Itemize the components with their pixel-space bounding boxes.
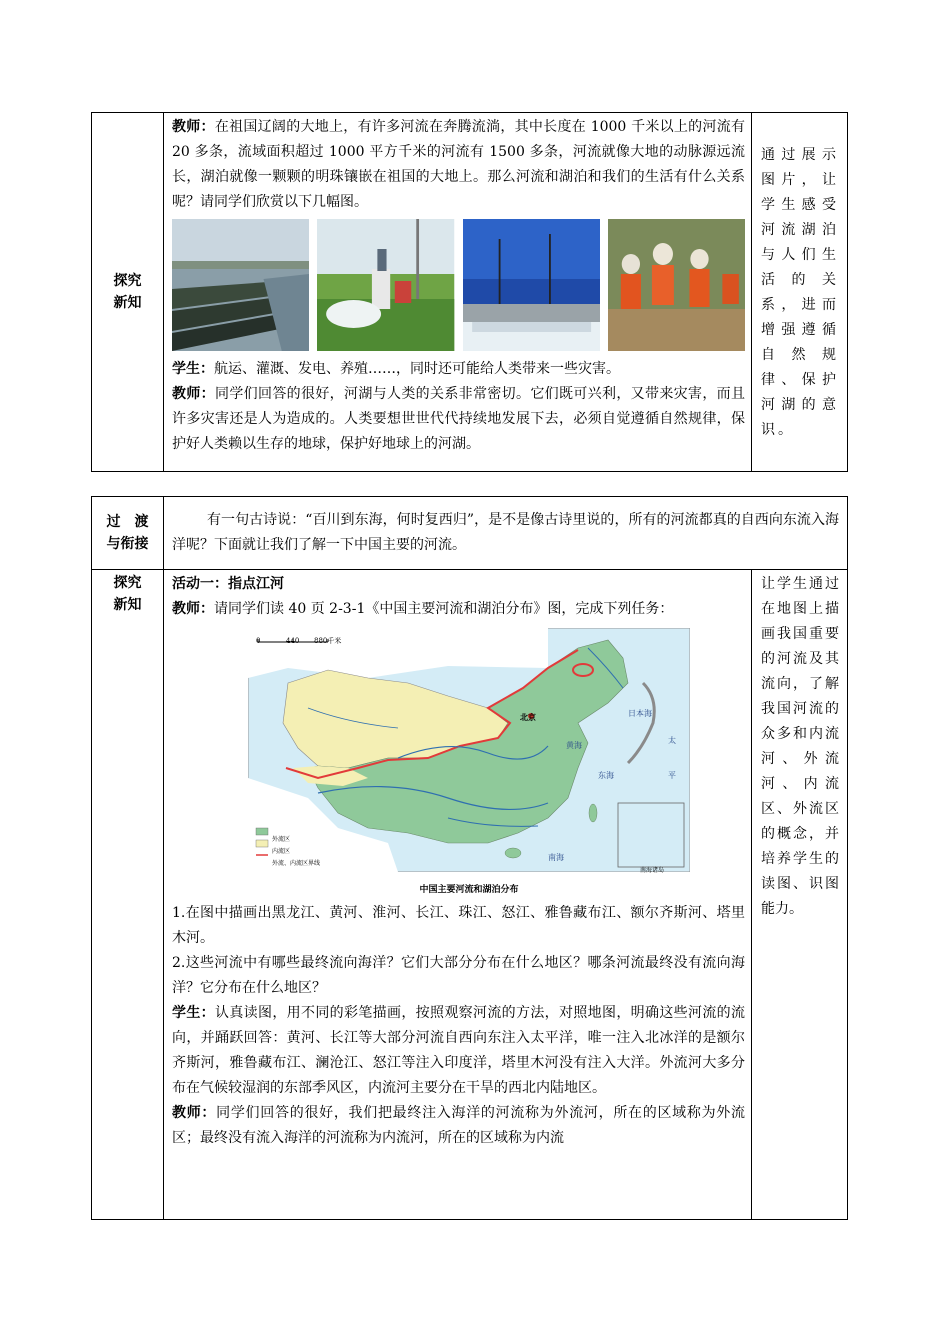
flood-rescue-photo — [608, 219, 745, 351]
map-label-south-sea: 南海 — [548, 853, 564, 862]
map-scale-880: 880千米 — [314, 637, 342, 645]
legend-exterior: 外流区 — [272, 836, 291, 843]
map-label-japan-sea: 日本海 — [628, 709, 652, 718]
teacher-paragraph-1 — [172, 115, 745, 215]
map-label-beijing: 北京 — [520, 712, 536, 722]
content-cell — [164, 113, 752, 472]
map-scale-0: 0 — [256, 637, 261, 645]
legend-boundary: 外流、内流区界线 — [272, 860, 321, 867]
map-label-tai: 太 — [668, 736, 676, 745]
teacher-text: 请同学们读 40 页 2-3-1《中国主要河流和湖泊分布》图，完成下列任务： — [214, 601, 674, 617]
task-2: 2.这些河流中有哪些最终流向海洋？它们大部分分布在什么地区？哪条河流最终没有流向海洋？它分布在什么地区？ — [172, 955, 745, 996]
map-label-east-sea: 东海 — [598, 771, 614, 780]
design-intent-text: 让学生通过在地图上描画我国重要的河流及其流向，了解我国河流的众多和内流河、外流河、内流区、外流区的概念，并培养学生的读图、识图能力。 — [761, 576, 839, 917]
task-1: 1.在图中描画出黑龙江、黄河、淮河、长江、珠江、怒江、雅鲁藏布江、额尔齐斯河、塔里木河。 — [172, 905, 745, 946]
row-label-transition — [92, 497, 164, 570]
china-rivers-lakes-map — [248, 628, 690, 897]
student-label: 学生： — [172, 1005, 215, 1021]
teacher-label: 教师： — [172, 119, 215, 135]
student-text: 航运、灌溉、发电、养殖……，同时还可能给人类带来一些灾害。 — [214, 361, 620, 377]
student-label: 学生： — [172, 361, 214, 377]
student-paragraph — [172, 1001, 745, 1101]
transition-text: 有一句古诗说：“百川到东海，何时复西归”，是不是像古诗里说的，所有的河流都真的自西向东流入海洋呢？下面就让我们了解一下中国主要的河流。 — [172, 512, 839, 553]
activity-title: 活动一：指点江河 — [172, 576, 284, 592]
map-figure — [248, 628, 690, 872]
irrigation-photo — [317, 219, 454, 351]
design-intent-cell — [752, 113, 848, 472]
hydropower-dam-photo — [463, 219, 600, 351]
canal-barges-photo — [172, 219, 309, 351]
map-label-ping: 平 — [668, 771, 676, 780]
map-scale-440: 440 — [286, 637, 300, 645]
row-label-explore — [92, 113, 164, 472]
transition-text-cell — [164, 497, 848, 570]
teacher-label: 教师： — [172, 386, 215, 402]
map-label-yellow-sea: 黄海 — [566, 741, 582, 750]
teacher-label: 教师： — [172, 601, 214, 617]
design-intent-cell — [752, 570, 848, 1220]
teacher-paragraph-1 — [172, 597, 745, 622]
row-label-text: 过 渡 与衔接 — [106, 514, 149, 552]
row-label-explore — [92, 570, 164, 1220]
photo-strip — [172, 219, 745, 351]
map-label-nanhai-islands: 南海诸岛 — [640, 867, 665, 874]
student-paragraph — [172, 357, 745, 382]
lesson-table-1 — [91, 112, 848, 472]
legend-interior: 内流区 — [272, 848, 291, 855]
lesson-table-2 — [91, 496, 848, 1220]
teacher-text: 同学们回答的很好，我们把最终注入海洋的河流称为外流河，所在的区域称为外流区；最终没有流入海洋的河流称为内流河，所在的区域称为内流 — [172, 1105, 746, 1146]
row-label-text: 探究 新知 — [113, 273, 142, 311]
row-label-text: 探究 新知 — [113, 575, 142, 613]
map-caption: 中国主要河流和湖泊分布 — [419, 885, 519, 895]
design-intent-text: 通过展示图片，让学生感受河流湖泊与人们生活的关系，进而增强遵循自然规律、保护河湖的意识。 — [761, 147, 839, 438]
teacher-paragraph-2 — [172, 1101, 745, 1151]
teacher-text: 同学们回答的很好，河湖与人类的关系非常密切。它们既可兴利，又带来灾害，而且许多灾害还是人为造成的。人类要想世世代代持续地发展下去，必须自觉遵循自然规律，保护好人类赖以生存的地球，保护好地球上的河湖。 — [172, 386, 745, 452]
content-cell — [164, 570, 752, 1220]
teacher-label: 教师： — [172, 1105, 217, 1121]
teacher-text: 在祖国辽阔的大地上，有许多河流在奔腾流淌，其中长度在 1000 千米以上的河流有 20 多条，流域面积超过 1000 平方千米的河流有 1500 多条，河流就像大地的动脉源远流长，湖泊就像一颗颗的明珠镶嵌在祖国的大地上。那么河流和湖泊和我们的生活有什么关系呢？请同学们欣赏以下几幅图。 — [172, 119, 745, 210]
student-text: 认真读图，用不同的彩笔描画，按照观察河流的方法，对照地图，明确这些河流的流向，并踊跃回答：黄河、长江等大部分河流自西向东注入太平洋，唯一注入北冰洋的是额尔齐斯河，雅鲁藏布江、澜沧江、怒江等注入印度洋，塔里木河没有注入大洋。外流河大多分布在气候较湿润的东部季风区，内流河主要分在干旱的西北内陆地区。 — [172, 1005, 745, 1096]
teacher-paragraph-2 — [172, 382, 745, 457]
